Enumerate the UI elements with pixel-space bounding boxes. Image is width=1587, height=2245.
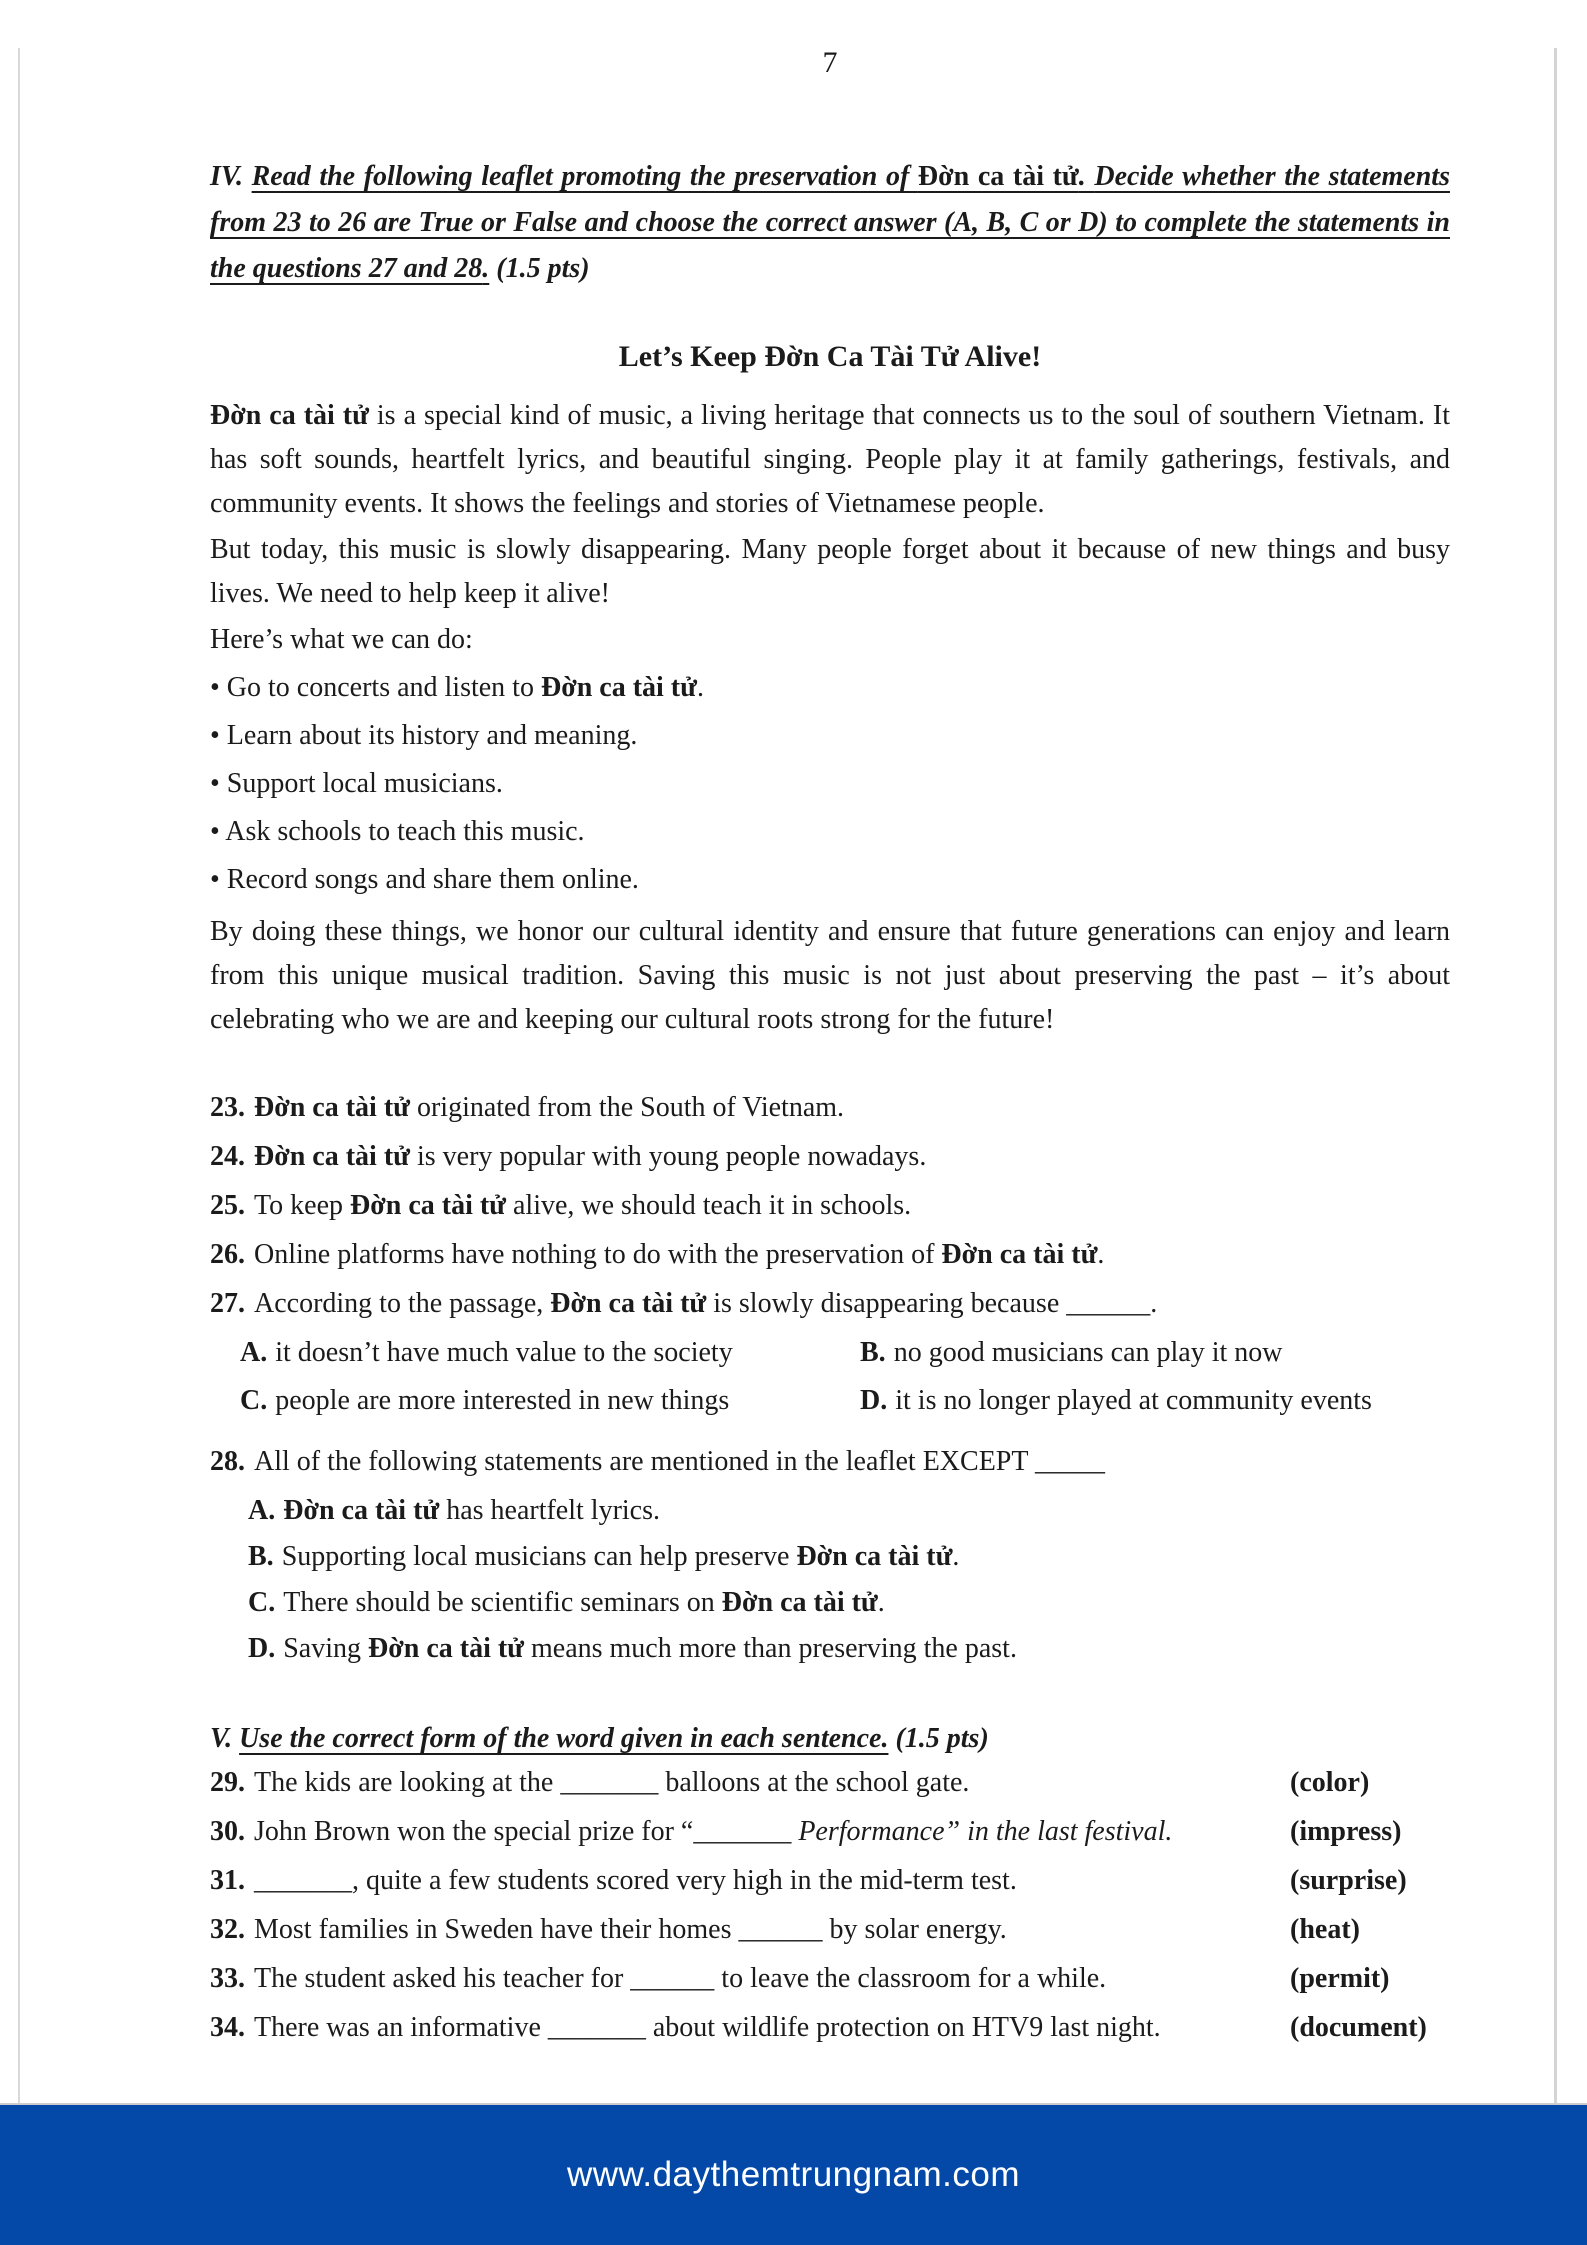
option-b (248, 1539, 1450, 1575)
text-segment: (1.5 pts) (888, 1723, 989, 1754)
text-segment: . (482, 253, 490, 284)
question-text (254, 1141, 926, 1172)
option-letter: B. (248, 1541, 274, 1572)
text-segment: Saving (283, 1633, 369, 1664)
section-v-heading (210, 1719, 1450, 1759)
question-text (254, 1092, 844, 1123)
text-segment: means much more than preserving the past. (523, 1633, 1017, 1664)
question-number: 28. (210, 1446, 245, 1477)
option-text (283, 1633, 1017, 1664)
leaflet-title: Let’s Keep Đờn Ca Tài Tử Alive! (618, 340, 1042, 373)
text-segment: Đờn ca tài tử (254, 1092, 410, 1123)
text-segment: There was an informative _______ about wildlife protection on HTV9 last night. (254, 2012, 1161, 2043)
question-text (254, 1863, 1290, 1899)
option-text: it is no longer played at community events (895, 1385, 1372, 1416)
text-segment: Đờn ca tài tử (350, 1190, 506, 1221)
text-segment: The student asked his teacher for ______ to leave the classroom for a while. (254, 1963, 1107, 1994)
question-number: 27. (210, 1288, 245, 1319)
question-text (254, 1190, 911, 1221)
text-segment: has heartfelt lyrics. (439, 1495, 661, 1526)
word-form-hint: (permit) (1290, 1963, 1390, 1994)
question-number: 31. (210, 1865, 245, 1896)
question-25 (210, 1188, 1450, 1224)
option-d (860, 1383, 1450, 1419)
text-segment: All of the following statements are mentioned in the leaflet EXCEPT _____ (254, 1446, 1105, 1477)
word-form-item-29 (210, 1765, 1450, 1801)
text-segment: By doing these things, we honor our cultural identity and ensure that future generations can enjoy and learn from this unique musical tradition. Saving this music is not just about preserving the past – it’s about celebrating who we are and keeping our cultural roots strong for the future! (210, 916, 1450, 1035)
leaflet-closing-paragraph (210, 910, 1450, 1042)
text-segment: Decide whether the statements from 23 to 26 are True or False and choose the correct answer (A, B, C or D) to complete the statements in the questions 27 and 28 (210, 161, 1450, 284)
text-segment: Supporting local musicians can help preserve (281, 1541, 797, 1572)
leaflet-bullet-4 (210, 810, 1450, 854)
footer-banner (0, 2103, 1587, 2245)
text-segment: Đờn ca tài tử (210, 400, 369, 431)
option-letter: A. (240, 1337, 268, 1368)
leaflet-bullet-5 (210, 858, 1450, 902)
question-28-options (248, 1493, 1450, 1667)
leaflet-paragraph-1 (210, 394, 1450, 526)
option-text (283, 1587, 885, 1618)
page-number: 7 (822, 46, 838, 79)
text-segment: There should be scientific seminars on (283, 1587, 722, 1618)
word-form-hint: (document) (1290, 2012, 1427, 2043)
question-number: 23. (210, 1092, 245, 1123)
text-segment: . (952, 1541, 960, 1572)
question-27 (210, 1286, 1450, 1322)
option-letter: B. (860, 1337, 886, 1368)
option-text: it doesn’t have much value to the society (275, 1337, 733, 1368)
text-segment: Most families in Sweden have their homes ______ by solar energy. (254, 1914, 1007, 1945)
text-segment: Đờn ca tài tử (540, 672, 697, 703)
text-segment: Đờn ca tài tử (550, 1288, 707, 1319)
text-segment: Đờn ca tài tử (941, 1239, 1098, 1270)
text-segment: is a special kind of music, a living heritage that connects us to the soul of southern Vietnam. It has soft sounds, heartfelt lyrics, and beautiful singing. People play it at family gatherings, festivals, and community events. It shows the feelings and stories of Vietnamese people. (210, 400, 1450, 519)
option-a (248, 1493, 1450, 1529)
footer-url: www.daythemtrungnam.com (566, 2155, 1021, 2194)
text-segment: Đờn ca tài tử (254, 1141, 410, 1172)
option-letter: C. (240, 1385, 268, 1416)
word-form-hint: (heat) (1290, 1914, 1360, 1945)
question-number: 34. (210, 2012, 245, 2043)
question-text (254, 1912, 1290, 1948)
text-segment: alive, we should teach it in schools. (505, 1190, 912, 1221)
section-iv-heading (210, 154, 1450, 292)
text-segment: • Support local musicians. (210, 768, 503, 799)
question-number: 30. (210, 1816, 245, 1847)
question-24 (210, 1139, 1450, 1175)
question-28 (210, 1444, 1450, 1480)
question-text (254, 1765, 1290, 1801)
question-26 (210, 1237, 1450, 1273)
text-segment: • Learn about its history and meaning. (210, 720, 638, 751)
page-edge-right (1554, 48, 1557, 2103)
option-b (860, 1335, 1450, 1371)
option-letter: C. (248, 1587, 276, 1618)
question-text (254, 1961, 1290, 1997)
option-letter: D. (248, 1633, 276, 1664)
leaflet-bullet-1 (210, 666, 1450, 710)
question-number: 24. (210, 1141, 245, 1172)
leaflet-bullet-3 (210, 762, 1450, 806)
text-segment: V. (210, 1723, 240, 1754)
option-c (248, 1585, 1450, 1621)
exam-page-content (210, 0, 1450, 2059)
question-text (254, 1446, 1105, 1477)
question-number: 25. (210, 1190, 245, 1221)
text-segment: Đờn ca tài tử (721, 1587, 878, 1618)
text-segment: According to the passage, (254, 1288, 551, 1319)
question-text (254, 1814, 1290, 1850)
text-segment: The kids are looking at the _______ balloons at the school gate. (254, 1767, 970, 1798)
text-segment: _______, quite a few students scored very high in the mid-term test. (254, 1865, 1017, 1896)
leaflet-lead-in (210, 618, 1450, 662)
word-form-item-31 (210, 1863, 1450, 1899)
text-segment: Đờn ca tài tử (796, 1541, 953, 1572)
word-form-hint: (color) (1290, 1767, 1370, 1798)
option-c (240, 1383, 860, 1419)
text-segment: • Record songs and share them online. (210, 864, 639, 895)
text-segment: IV. (210, 161, 252, 192)
text-segment: . (1097, 1239, 1105, 1270)
option-text (283, 1495, 660, 1526)
text-segment: To keep (254, 1190, 351, 1221)
question-27-options (240, 1335, 1450, 1419)
leaflet-paragraph-2 (210, 528, 1450, 616)
text-segment: • Go to concerts and listen to (210, 672, 541, 703)
word-form-item-33 (210, 1961, 1450, 1997)
text-segment: • Ask schools to teach this music. (210, 816, 585, 847)
option-text (282, 1541, 960, 1572)
option-letter: D. (860, 1385, 888, 1416)
leaflet-bullet-2 (210, 714, 1450, 758)
question-number: 33. (210, 1963, 245, 1994)
text-segment: Performance” in the last festival. (798, 1816, 1173, 1847)
text-segment: But today, this music is slowly disappearing. Many people forget about it because of new things and busy lives. We need to help keep it alive! (210, 534, 1450, 609)
text-segment: Online platforms have nothing to do with the preservation of (254, 1239, 942, 1270)
option-a (240, 1335, 860, 1371)
question-23 (210, 1090, 1450, 1126)
option-text: no good musicians can play it now (893, 1337, 1283, 1368)
text-segment: Đờn ca tài tử (368, 1633, 524, 1664)
text-segment: Read the following leaflet promoting the preservation of (251, 161, 918, 192)
text-segment: Use the correct form of the word given in each sentence. (239, 1723, 889, 1754)
text-segment: is very popular with young people nowadays. (409, 1141, 927, 1172)
option-letter: A. (248, 1495, 276, 1526)
option-d (248, 1631, 1450, 1667)
text-segment: . (1078, 161, 1095, 192)
option-text: people are more interested in new things (275, 1385, 730, 1416)
question-number: 26. (210, 1239, 245, 1270)
text-segment: Here’s what we can do: (210, 624, 473, 655)
text-segment: originated from the South of Vietnam. (409, 1092, 845, 1123)
text-segment: (1.5 pts) (489, 253, 590, 284)
word-form-item-32 (210, 1912, 1450, 1948)
word-form-hint: (surprise) (1290, 1865, 1407, 1896)
question-number: 32. (210, 1914, 245, 1945)
word-form-hint: (impress) (1290, 1816, 1402, 1847)
page-edge-left (18, 48, 20, 2103)
word-form-item-30 (210, 1814, 1450, 1850)
word-form-item-34 (210, 2010, 1450, 2046)
text-segment: John Brown won the special prize for “_______ (254, 1816, 799, 1847)
text-segment: Đờn ca tài tử (283, 1495, 440, 1526)
text-segment: is slowly disappearing because ______. (706, 1288, 1158, 1319)
question-text (254, 1288, 1157, 1319)
text-segment: . (877, 1587, 885, 1618)
question-number: 29. (210, 1767, 245, 1798)
text-segment: Đờn ca tài tử (917, 161, 1079, 192)
question-text (254, 1239, 1104, 1270)
question-text (254, 2010, 1290, 2046)
text-segment: . (696, 672, 704, 703)
